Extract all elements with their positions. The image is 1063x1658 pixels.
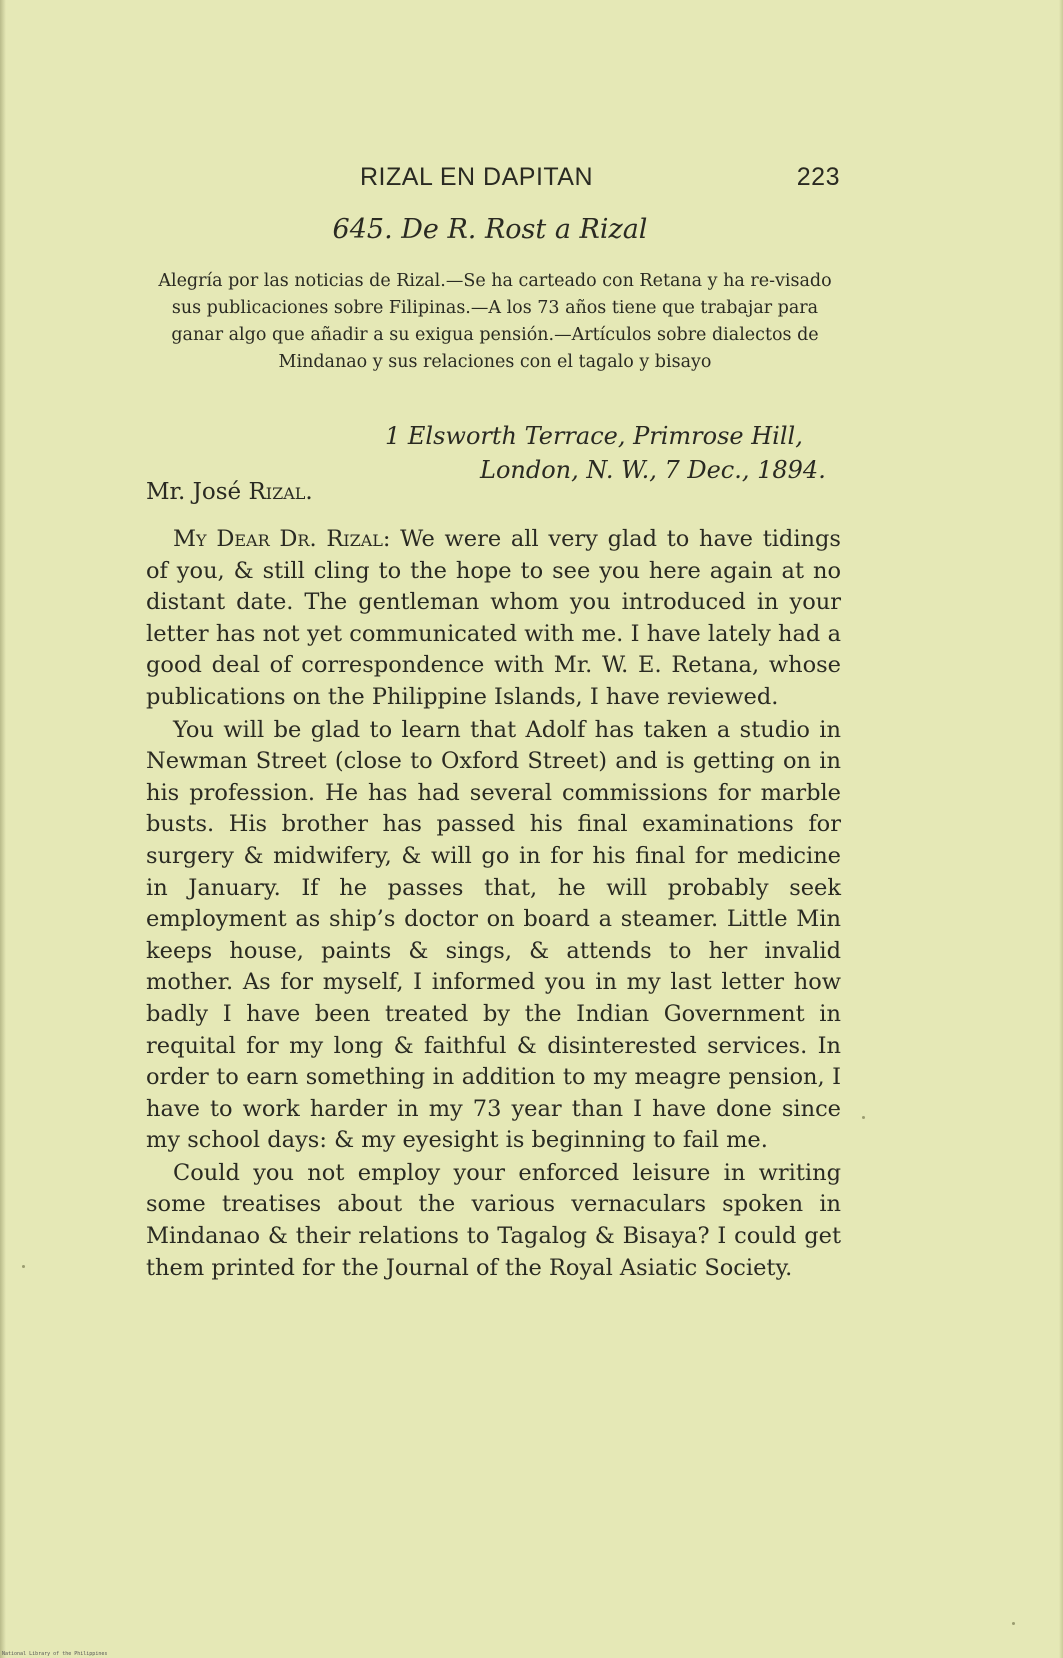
library-watermark: National Library of the Philippines <box>2 1651 108 1657</box>
running-title: RIZAL EN DAPITAN <box>360 163 594 191</box>
address-line-1: 1 Elsworth Terrace, Primrose Hill, <box>385 422 803 450</box>
recipient-prefix: Mr. José <box>146 479 249 505</box>
recipient-name: Rizal. <box>248 479 313 505</box>
address-line-2: London, N. W., 7 Dec., 1894. <box>480 456 826 484</box>
letter-summary: Alegría por las noticias de Rizal.—Se ha carteado con Retana y ha re-visado sus publicaciones sobre Filipinas.—A los 73 años tiene que trabajar para ganar algo que añadir a su exigua pensión.—Artículos sobre dialectos de Mindanao y sus relaciones con el tagalo y bisayo <box>158 271 832 372</box>
page-binding-shadow <box>0 0 6 1658</box>
salutation: My Dear Dr. Rizal <box>173 526 383 552</box>
paragraph-1-text: : We were all very glad to have tidings of you, & still cling to the hope to see you here again at no distant date. The gentleman whom you introduced in your letter has not yet communicated with me. I have lately had a good deal of correspondence with Mr. W. E. Retana, whose publications on the Philippine Islands, I have reviewed. <box>146 526 841 710</box>
page-number: 223 <box>796 163 840 191</box>
paper-speck <box>862 1116 865 1119</box>
paper-speck <box>1012 1622 1015 1625</box>
paragraph-3: Could you not employ your enforced leisure in writing some treatises about the various vernaculars spoken in Mindanao & their relations to Tagalog & Bisaya? I could get them printed for the Journal of the Royal Asiatic Society. <box>146 1159 841 1281</box>
paragraph-2: You will be glad to learn that Adolf has taken a studio in Newman Street (close to Oxford Street) and is getting on in his profession. He has had several commissions for marble busts. His brother has passed his final examinations for surgery & midwifery, & will go in for his final for medicine in January. If he passes that, he will probably seek employment as ship’s doctor on board a steamer. Little Min keeps house, paints & sings, & attends to her invalid mother. As for myself, I informed you in my last letter how badly I have been treated by the Indian Government in requital for my long & faithful & disinterested services. In order to earn something in addition to my meagre pension, I have to work harder in my 73 year than I have done since my school days: & my eyesight is beginning to fail me. <box>146 716 841 1154</box>
paper-speck <box>22 1265 25 1268</box>
paragraph-1 <box>146 524 841 714</box>
recipient <box>146 479 313 505</box>
page-edge-shadow <box>1059 0 1063 1658</box>
letter-body <box>146 524 841 1285</box>
letter-heading: 645. De R. Rost a Rizal <box>332 214 648 245</box>
